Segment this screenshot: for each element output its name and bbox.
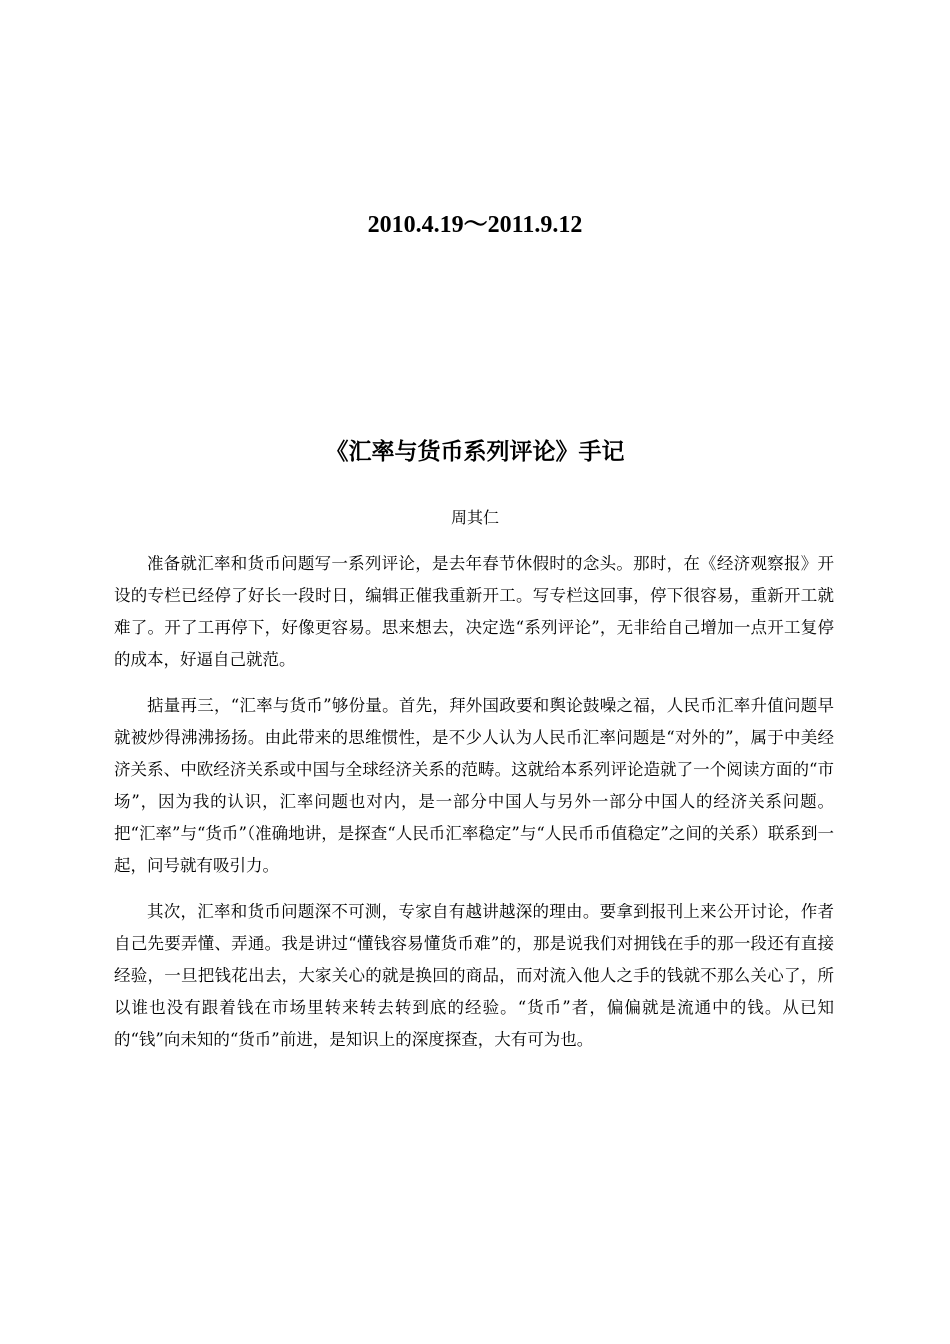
- author-name: 周其仁: [450, 508, 499, 527]
- article-title: 《汇率与货币系列评论》手记: [325, 439, 625, 465]
- paragraph-3: 其次，汇率和货币问题深不可测，专家自有越讲越深的理由。要拿到报刊上来公开讨论，作者自己先要弄懂、弄通。我是讲过“懂钱容易懂货币难”的，那是说我们对拥钱在手的那一段还有直接经验，一旦把钱花出去，大家关心的就是换回的商品，而对流入他人之手的钱就不那么关心了，所以谁也没有跟着钱在市场里转来转去转到底的经验。“货币”者，偏偏就是流通中的钱。从已知的“钱”向未知的“货币”前进，是知识上的深度探查，大有可为也。: [114, 902, 834, 1049]
- paragraph-1: 准备就汇率和货币问题写一系列评论，是去年春节休假时的念头。那时，在《经济观察报》开设的专栏已经停了好长一段时日，编辑正催我重新开工。写专栏这回事，停下很容易，重新开工就难了。开了工再停下，好像更容易。思来想去，决定选“系列评论”，无非给自己增加一点开工复停的成本，好逼自己就范。: [114, 554, 834, 669]
- article-body: [114, 548, 834, 1070]
- date-range-heading: 2010.4.19～2011.9.12: [367, 212, 583, 238]
- paragraph-2: 掂量再三，“汇率与货币”够份量。首先，拜外国政要和舆论鼓噪之福，人民币汇率升值问题早就被炒得沸沸扬扬。由此带来的思维惯性，是不少人认为人民币汇率问题是“对外的”，属于中美经济关系、中欧经济关系或中国与全球经济关系的范畴。这就给本系列评论造就了一个阅读方面的“市场”，因为我的认识，汇率问题也对内，是一部分中国人与另外一部分中国人的经济关系问题。把“汇率”与“货币”（准确地讲，是探查“人民币汇率稳定”与“人民币币值稳定”之间的关系）联系到一起，问号就有吸引力。: [114, 696, 834, 875]
